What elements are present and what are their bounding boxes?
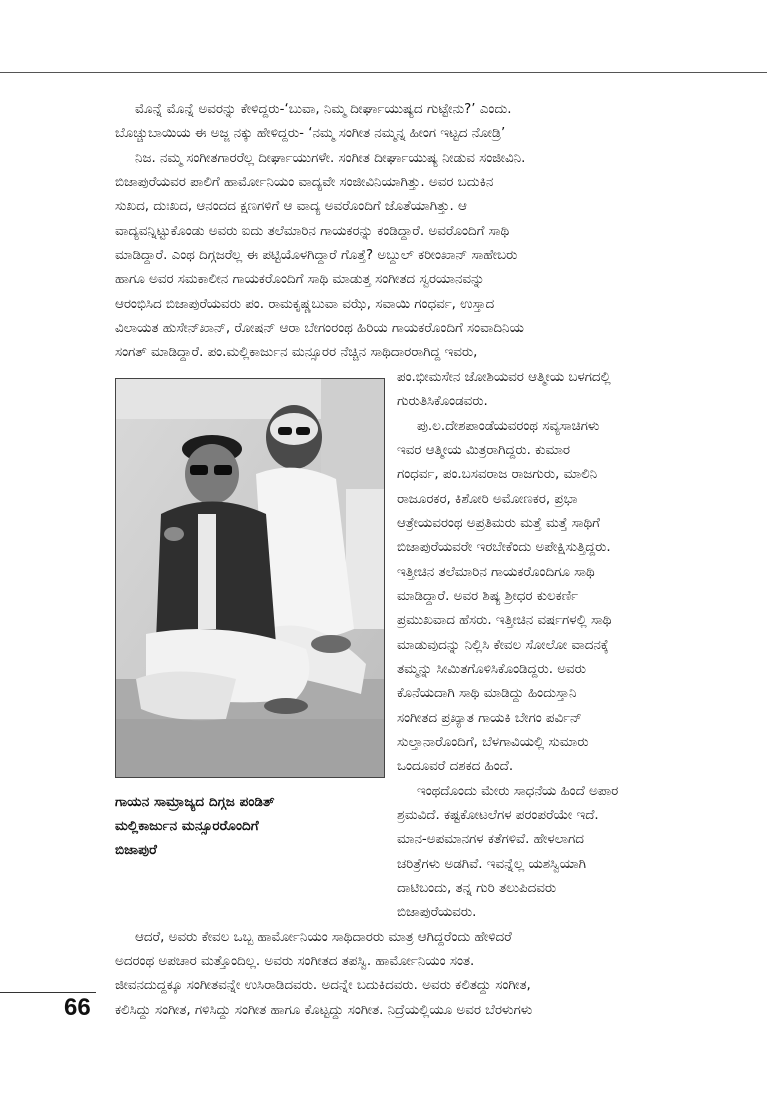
body-line: ಸುಖದ, ದುಃಖದ, ಆನಂದದ ಕ್ಷಣಗಳಿಗೆ ಆ ವಾದ್ಯ ಅವರೊಂದಿಗೆ ಜೊತೆಯಾಗಿತ್ತು. ಆ bbox=[115, 199, 467, 214]
body-line: ಇತ್ತೀಚಿನ ತಲೆಮಾರಿನ ಗಾಯಕರೊಂದಿಗೂ ಸಾಥಿ bbox=[397, 565, 595, 580]
body-line: ಗಂಧರ್ವ, ಪಂ.ಬಸವರಾಜ ರಾಜಗುರು, ಮಾಲಿನಿ bbox=[397, 467, 598, 482]
body-line: ಪಂ.ಭೀಮಸೇನ ಜೋಶಿಯವರ ಆತ್ಮೀಯ ಬಳಗದಲ್ಲಿ bbox=[397, 370, 611, 385]
body-line: ಮಾಡುವುದನ್ನು ನಿಲ್ಲಿಸಿ ಕೇವಲ ಸೋಲೋ ವಾದನಕ್ಕೆ bbox=[397, 638, 609, 653]
body-line: ವಾದ್ಯವನ್ನಿಟ್ಟುಕೊಂಡು ಅವರು ಐದು ತಲೆಮಾರಿನ ಗಾಯಕರನ್ನು ಕಂಡಿದ್ದಾರೆ. ಅವರೊಂದಿಗೆ ಸಾಥಿ bbox=[115, 224, 510, 239]
body-line: ಹಾಗೂ ಅವರ ಸಮಕಾಲೀನ ಗಾಯಕರೊಂದಿಗೆ ಸಾಥಿ ಮಾಡುತ್ತ ಸಂಗೀತದ ಸ್ವರಯಾನವನ್ನು bbox=[115, 272, 485, 287]
body-line: ಸುಲ್ತಾನಾರೊಂದಿಗೆ, ಬೆಳಗಾವಿಯಲ್ಲಿ ಸುಮಾರು bbox=[397, 735, 589, 750]
header-rule bbox=[0, 72, 767, 73]
body-line: ಮಾನ-ಅಪಮಾನಗಳ ಕತೆಗಳಿವೆ. ಹೇಳಲಾಗದ bbox=[397, 832, 584, 847]
photo-bijapure-mansur bbox=[115, 378, 385, 778]
body-line: ಇವರ ಆತ್ಮೀಯ ಮಿತ್ರರಾಗಿದ್ದರು. ಕುಮಾರ bbox=[397, 443, 570, 458]
body-line: ಬಿಜಾಪುರೆಯವರು. bbox=[397, 905, 477, 920]
body-line: ಕಲಿಸಿದ್ದು ಸಂಗೀತ, ಗಳಿಸಿದ್ದು ಸಂಗೀತ ಹಾಗೂ ಕೊಟ್ಟದ್ದು ಸಂಗೀತ. ನಿದ್ರೆಯಲ್ಲಿಯೂ ಅವರ ಬೆರಳುಗಳು bbox=[115, 1003, 533, 1018]
body-line: ವಿಲಾಯತ ಹುಸೇನ್‌ಖಾನ್, ರೋಷನ್ ಆರಾ ಬೇಗಂರಂಥ ಹಿರಿಯ ಗಾಯಕರೊಂದಿಗೆ ಸಂವಾದಿನಿಯ bbox=[115, 321, 524, 336]
body-line: ಮಾಡಿದ್ದಾರೆ. ಅವರ ಶಿಷ್ಯ ಶ್ರೀಧರ ಕುಲಕರ್ಣಿ bbox=[397, 589, 579, 604]
page-number: 66 bbox=[64, 994, 91, 1021]
photo-illustration bbox=[116, 379, 385, 778]
body-line: ಸಂಗೀತದ ಪ್ರಖ್ಯಾತ ಗಾಯಕಿ ಬೇಗಂ ಪರ್ವಿನ್ bbox=[397, 711, 582, 726]
body-line: ರಾಜೂರಕರ, ಕಿಶೋರಿ ಅಮೋಣಕರ, ಪ್ರಭಾ bbox=[397, 492, 578, 507]
body-line: ಶ್ರಮವಿದೆ. ಕಷ್ಟಕೋಟಲೆಗಳ ಪರಂಪರೆಯೇ ಇದೆ. bbox=[397, 808, 599, 823]
footer-rule bbox=[0, 992, 96, 993]
body-line: ದಾಟಿಬಂದು, ತನ್ನ ಗುರಿ ತಲುಪಿದವರು bbox=[397, 881, 557, 896]
body-line: ಬಿಜಾಪುರೆಯವರ ಪಾಲಿಗೆ ಹಾರ್ಮೋನಿಯಂ ವಾದ್ಯವೇ ಸಂಜೀವಿನಿಯಾಗಿತ್ತು. ಅವರ ಬದುಕಿನ bbox=[115, 175, 494, 190]
body-line: ಬಿಜಾಪುರೆಯವರೇ ಇರಬೇಕೆಂದು ಅಪೇಕ್ಷಿಸುತ್ತಿದ್ದರು. bbox=[397, 540, 611, 555]
photo-caption-line: ಗಾಯನ ಸಾಮ್ರಾಜ್ಯದ ದಿಗ್ಗಜ ಪಂಡಿತ್ bbox=[115, 794, 275, 810]
body-line: ಬೊಚ್ಚುಬಾಯಿಯ ಈ ಅಜ್ಜ ನಕ್ಕು ಹೇಳಿದ್ದರು- ‘ನಮ್ಮ ಸಂಗೀತ ನಮ್ಮನ್ನ ಹೀಂಗ ಇಟ್ಟದ ನೋಡ್ರಿ’ bbox=[115, 126, 506, 141]
body-line: ಪ್ರಮುಖವಾದ ಹೆಸರು. ಇತ್ತೀಚಿನ ವರ್ಷಗಳಲ್ಲಿ ಸಾಥಿ bbox=[397, 613, 612, 628]
body-line: ತಮ್ಮನ್ನು ಸೀಮಿತಗೊಳಿಸಿಕೊಂಡಿದ್ದರು. ಅವರು bbox=[397, 662, 586, 677]
body-line: ಕೊನೆಯದಾಗಿ ಸಾಥಿ ಮಾಡಿದ್ದು ಹಿಂದುಸ್ತಾನಿ bbox=[397, 686, 577, 701]
body-line: ಚರಿತ್ರೆಗಳು ಅಡಗಿವೆ. ಇವನ್ನೆಲ್ಲ ಯಶಸ್ವಿಯಾಗಿ bbox=[397, 857, 586, 872]
body-line: ಆರಂಭಿಸಿದ ಬಿಜಾಪುರೆಯವರು ಪಂ. ರಾಮಕೃಷ್ಣಬುವಾ ವಝೆ, ಸವಾಯಿ ಗಂಧರ್ವ, ಉಸ್ತಾದ bbox=[115, 297, 495, 312]
body-line: ಅದರಂಥ ಅಪಚಾರ ಮತ್ತೊಂದಿಲ್ಲ. ಅವರು ಸಂಗೀತದ ತಪಸ್ವಿ. ಹಾರ್ಮೋನಿಯಂ ಸಂತ. bbox=[115, 954, 475, 969]
body-line: ಮಾಡಿದ್ದಾರೆ. ಎಂಥ ದಿಗ್ಗಜರೆಲ್ಲ ಈ ಪಟ್ಟಿಯೊಳಗಿದ್ದಾರೆ ಗೊತ್ತೆ? ಅಬ್ದುಲ್ ಕರೀಂಖಾನ್ ಸಾಹೇಬರು bbox=[115, 248, 518, 263]
body-line: ಆದರೆ, ಅವರು ಕೇವಲ ಒಬ್ಬ ಹಾರ್ಮೋನಿಯಂ ಸಾಥಿದಾರರು ಮಾತ್ರ ಆಗಿದ್ದರೆಂದು ಹೇಳಿದರೆ bbox=[135, 930, 512, 945]
body-line: ಒಂದೂವರೆ ದಶಕದ ಹಿಂದೆ. bbox=[397, 759, 514, 774]
body-line: ಇಂಥದೊಂದು ಮೇರು ಸಾಧನೆಯ ಹಿಂದೆ ಅಪಾರ bbox=[417, 784, 619, 799]
photo-caption-line: ಮಲ್ಲಿಕಾರ್ಜುನ ಮನ್ಸೂರರೊಂದಿಗೆ bbox=[115, 818, 259, 834]
body-line: ನಿಜ. ನಮ್ಮ ಸಂಗೀತಗಾರರೆಲ್ಲ ದೀರ್ಘಾಯುಗಳೇ. ಸಂಗೀತ ದೀರ್ಘಾಯುಷ್ಯ ನೀಡುವ ಸಂಜೀವಿನಿ. bbox=[135, 151, 526, 166]
photo-caption-line: ಬಿಜಾಪುರೆ bbox=[115, 842, 157, 858]
body-line: ಸಂಗತ್ ಮಾಡಿದ್ದಾರೆ. ಪಂ.ಮಲ್ಲಿಕಾರ್ಜುನ ಮನ್ಸೂರರ ನೆಚ್ಚಿನ ಸಾಥಿದಾರರಾಗಿದ್ದ ಇವರು, bbox=[115, 345, 478, 360]
body-line: ಗುರುತಿಸಿಕೊಂಡವರು. bbox=[397, 394, 488, 409]
body-line: ಜೀವನದುದ್ದಕ್ಕೂ ಸಂಗೀತವನ್ನೇ ಉಸಿರಾಡಿದವರು. ಅದನ್ನೇ ಬದುಕಿದವರು. ಅವರು ಕಲಿತದ್ದು ಸಂಗೀತ, bbox=[115, 978, 531, 993]
body-line: ಆತ್ರೇಯವರಂಥ ಅಪ್ರತಿಮರು ಮತ್ತೆ ಮತ್ತೆ ಸಾಥಿಗೆ bbox=[397, 516, 600, 531]
body-line: ಪು.ಲ.ದೇಶಪಾಂಡೆಯವರಂಥ ಸವ್ಯಸಾಚಿಗಳು bbox=[417, 419, 600, 434]
body-line: ಮೊನ್ನೆ ಮೊನ್ನೆ ಅವರನ್ನು ಕೇಳಿದ್ದರು-‘ಬುವಾ, ನಿಮ್ಮ ದೀರ್ಘಾಯುಷ್ಯದ ಗುಟ್ಟೇನು?’ ಎಂದು. bbox=[135, 102, 512, 117]
